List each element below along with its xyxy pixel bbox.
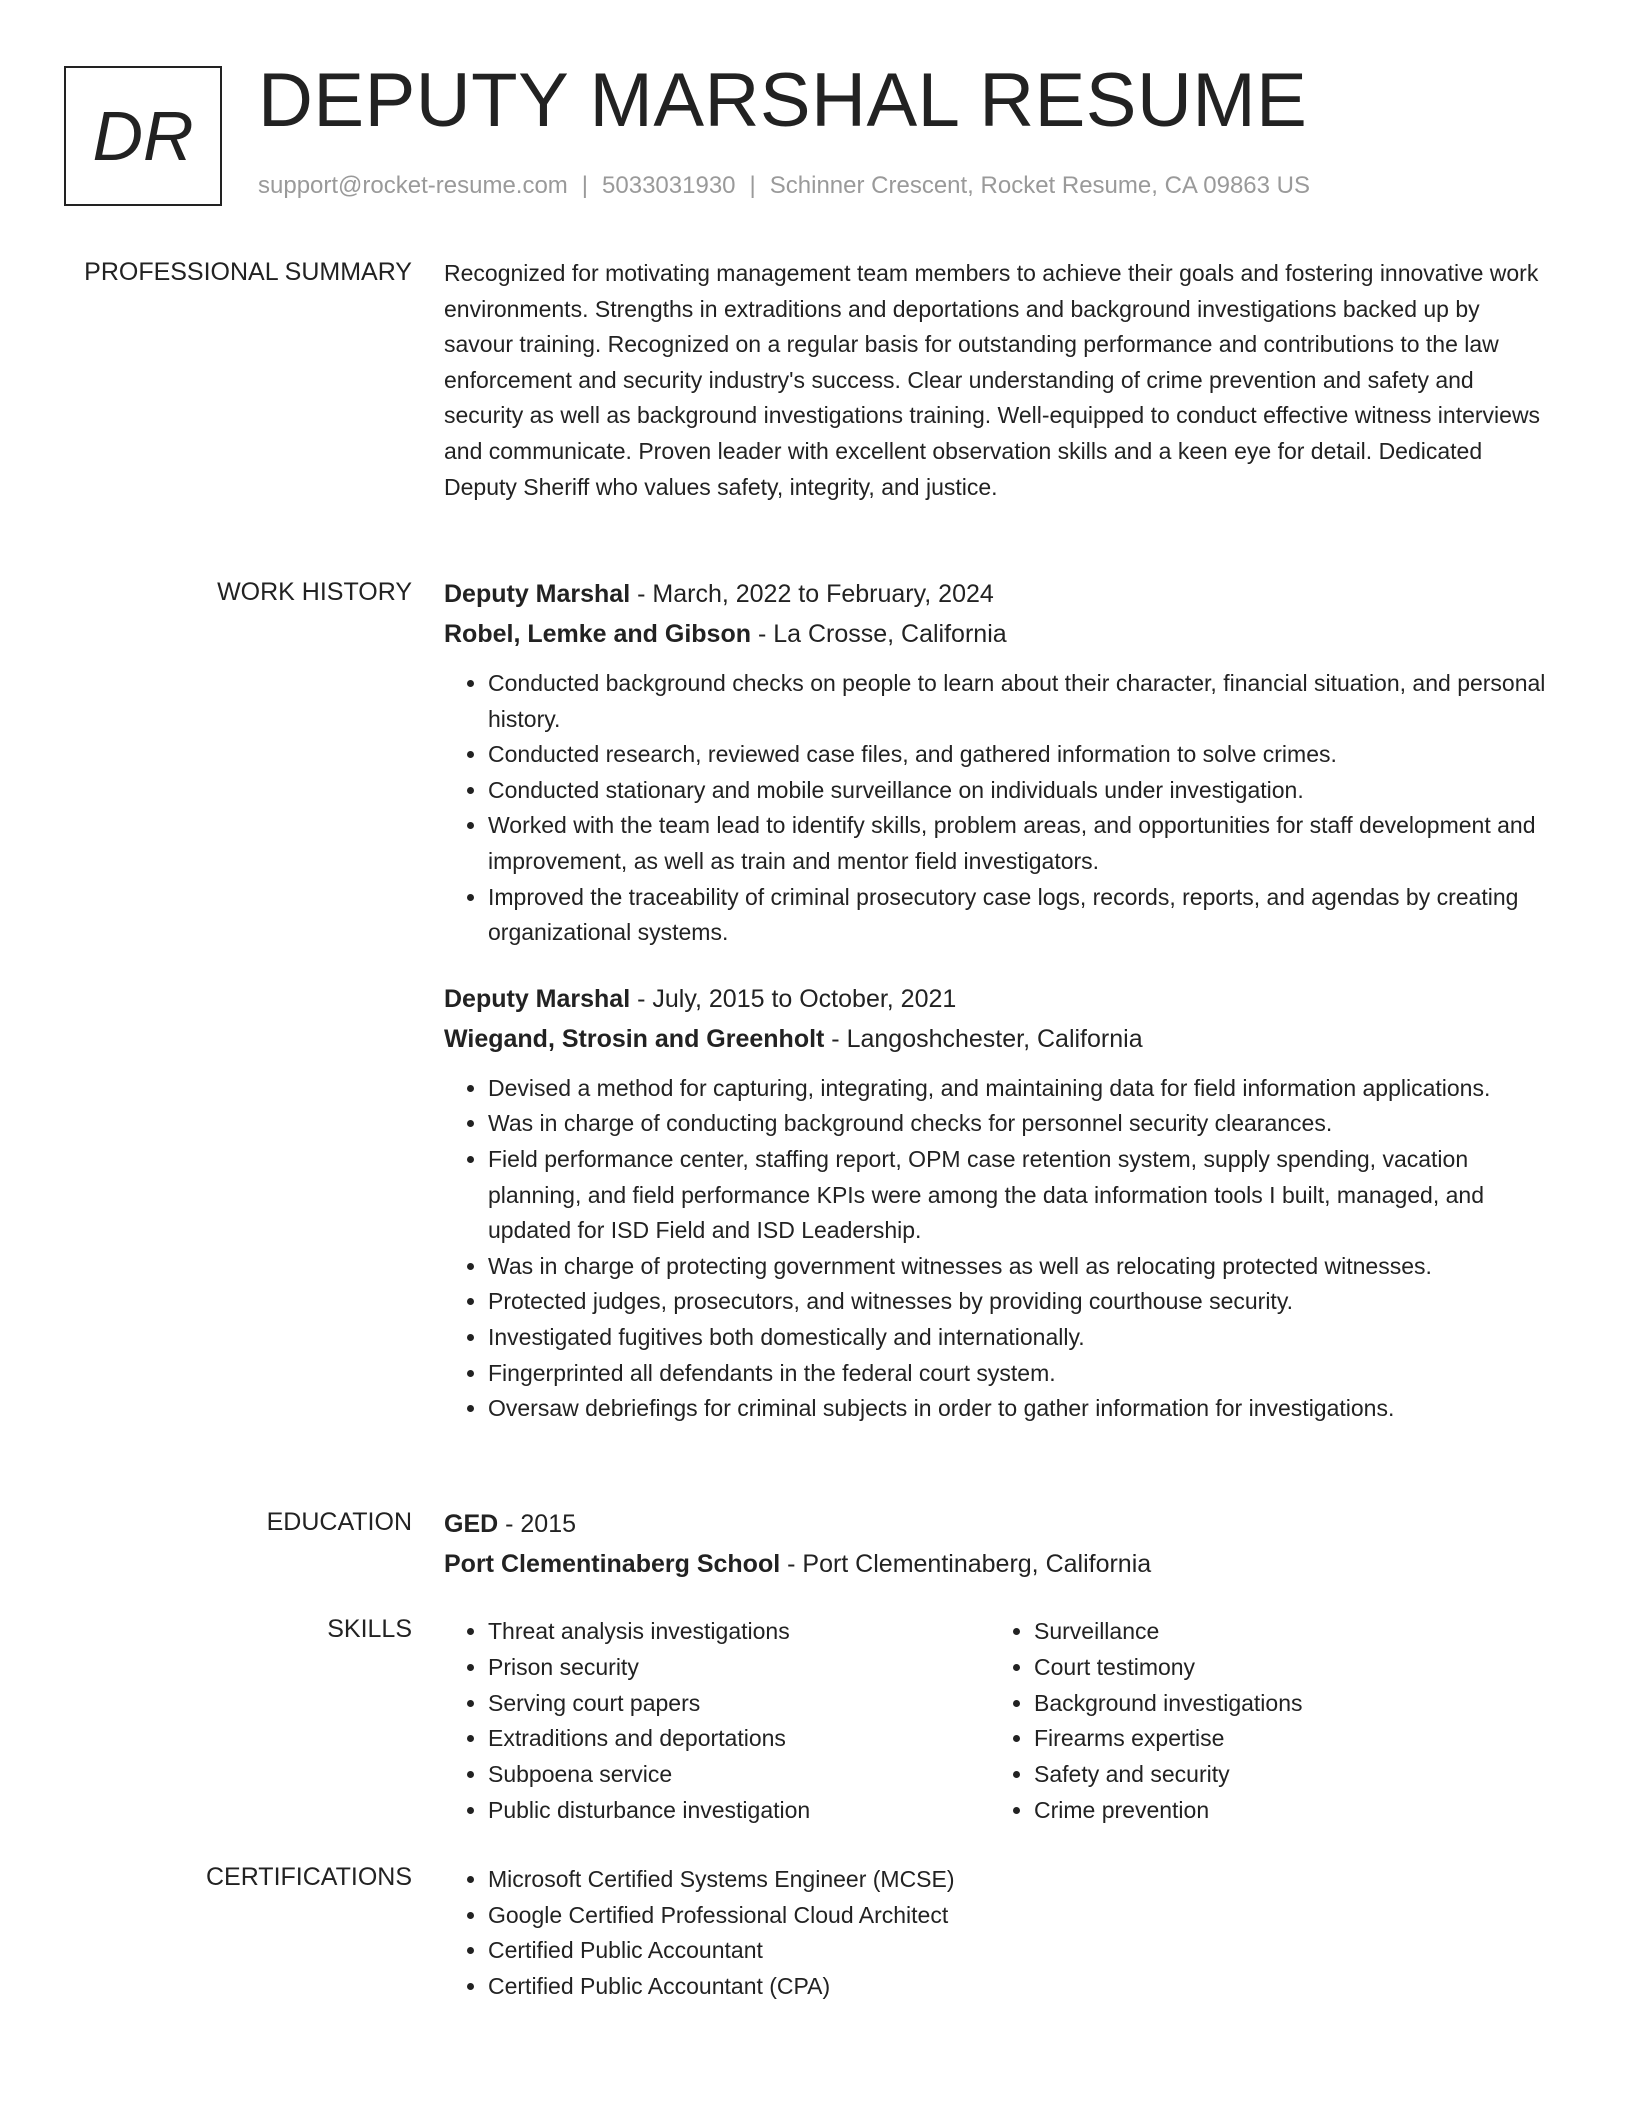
summary-text: Recognized for motivating management team members to achieve their goals and fostering innovative work environments. Strengths in extraditions and deportations and background investigations backed up by savour training. Recognized on a regular basis for outstanding performance and contributions to the law enforcement and security industry's success. Clear understanding of crime prevention and safety and security as well as background investigations training. Well-equipped to conduct effective witness interviews and communicate. Proven leader with excellent observation skills and a keen eye for detail. Dedicated Deputy Sheriff who values safety, integrity, and justice. xyxy=(444,260,1541,500)
job-dates: - July, 2015 to October, 2021 xyxy=(630,984,957,1013)
job-company-line xyxy=(444,614,1552,654)
job-company: Robel, Lemke and Gibson xyxy=(444,620,751,648)
job-bullet: • Improved the traceability of criminal prosecutory case logs, records, reports, and agendas by creating organizational systems. xyxy=(488,880,1552,951)
education-location: - Port Clementinaberg, California xyxy=(780,1550,1152,1578)
job-location: - La Crosse, California xyxy=(751,620,1007,648)
job-company: Wiegand, Strosin and Greenholt xyxy=(444,1024,825,1053)
contact-phone[interactable]: 5033031930 xyxy=(602,172,736,199)
education-year: - 2015 xyxy=(498,1510,577,1538)
certifications-list xyxy=(444,1862,1552,2004)
job-bullet: • Fingerprinted all defendants in the federal court system. xyxy=(488,1356,1552,1392)
job-entry xyxy=(444,979,1552,1427)
skill-item: • Court testimony xyxy=(1034,1650,1536,1686)
skills-columns xyxy=(444,1614,1552,1829)
skills-body xyxy=(444,1614,1552,1829)
job-bullet: • Field performance center, staffing report, OPM case retention system, supply spending, vacation planning, and field performance KPIs were among the data information tools I built, managed, and updated for ISD Field and ISD Leadership. xyxy=(488,1142,1552,1249)
job-bullet: • Oversaw debriefings for criminal subjects in order to gather information for investigations. xyxy=(488,1391,1552,1427)
contact-email[interactable]: support@rocket-resume.com xyxy=(258,172,568,199)
job-bullet: • Worked with the team lead to identify skills, problem areas, and opportunities for staff development and improvement, as well as train and mentor field investigators. xyxy=(488,808,1552,879)
skill-item: • Safety and security xyxy=(1034,1757,1536,1793)
certification-item: • Microsoft Certified Systems Engineer (MCSE) xyxy=(488,1862,1552,1898)
education-degree: GED xyxy=(444,1510,499,1538)
job-entry xyxy=(444,574,1552,951)
job-bullets xyxy=(444,1071,1552,1427)
contact-separator: | xyxy=(749,172,756,199)
certifications-body xyxy=(444,1862,1552,2004)
section-label: PROFESSIONAL SUMMARY xyxy=(84,258,412,286)
job-bullet: • Devised a method for capturing, integrating, and maintaining data for field information applications. xyxy=(488,1071,1552,1107)
job-bullet: • Protected judges, prosecutors, and witnesses by providing courthouse security. xyxy=(488,1284,1552,1320)
skill-item: • Serving court papers xyxy=(488,1686,990,1722)
skill-item: • Surveillance xyxy=(1034,1614,1536,1650)
contact-line xyxy=(258,172,1310,200)
job-bullet: • Investigated fugitives both domestically and internationally. xyxy=(488,1320,1552,1356)
contact-separator: | xyxy=(581,172,589,199)
certification-item: • Certified Public Accountant (CPA) xyxy=(488,1969,1552,2005)
skills-list-right xyxy=(990,1614,1536,1829)
job-title-line xyxy=(444,574,1552,614)
certification-item: • Certified Public Accountant xyxy=(488,1933,1552,1969)
education-school-line xyxy=(444,1544,1552,1584)
education-school: Port Clementinaberg School xyxy=(444,1550,781,1578)
job-bullet: • Conducted research, reviewed case files, and gathered information to solve crimes. xyxy=(488,737,1552,773)
skill-item: • Prison security xyxy=(488,1650,990,1686)
job-dates: - March, 2022 to February, 2024 xyxy=(630,580,994,608)
job-bullet: • Conducted background checks on people to learn about their character, financial situation, and personal history. xyxy=(488,666,1552,737)
job-location: - Langoshchester, California xyxy=(824,1024,1143,1053)
job-bullets xyxy=(444,666,1552,951)
skill-item: • Subpoena service xyxy=(488,1757,990,1793)
skill-item: • Crime prevention xyxy=(1034,1793,1536,1829)
work-history-body xyxy=(444,574,1552,1427)
contact-address: Schinner Crescent, Rocket Resume, CA 09863 US xyxy=(769,172,1311,199)
skill-item: • Background investigations xyxy=(1034,1686,1536,1722)
section-label: EDUCATION xyxy=(266,1508,412,1536)
summary-body xyxy=(444,256,1552,505)
section-label: WORK HISTORY xyxy=(217,578,412,606)
resume-title: DEPUTY MARSHAL RESUME xyxy=(258,58,1308,143)
skills-list-left xyxy=(444,1614,990,1829)
education-degree-line xyxy=(444,1504,1552,1544)
job-bullet: • Was in charge of protecting government witnesses as well as relocating protected witnesses. xyxy=(488,1249,1552,1285)
section-label: SKILLS xyxy=(327,1615,412,1643)
section-label: CERTIFICATIONS xyxy=(205,1863,412,1891)
education-body xyxy=(444,1504,1552,1584)
certification-item: • Google Certified Professional Cloud Architect xyxy=(488,1898,1552,1934)
job-title: Deputy Marshal xyxy=(444,984,631,1013)
skill-item: • Firearms expertise xyxy=(1034,1721,1536,1757)
skill-item: • Extraditions and deportations xyxy=(488,1721,990,1757)
skill-item: • Threat analysis investigations xyxy=(488,1614,990,1650)
job-title: Deputy Marshal xyxy=(444,580,631,608)
job-bullet: • Conducted stationary and mobile surveillance on individuals under investigation. xyxy=(488,773,1552,809)
job-company-line xyxy=(444,1019,1552,1059)
skill-item: • Public disturbance investigation xyxy=(488,1793,990,1829)
job-title-line xyxy=(444,979,1552,1019)
job-bullet: • Was in charge of conducting background checks for personnel security clearances. xyxy=(488,1106,1552,1142)
monogram-badge: DR xyxy=(64,66,222,206)
